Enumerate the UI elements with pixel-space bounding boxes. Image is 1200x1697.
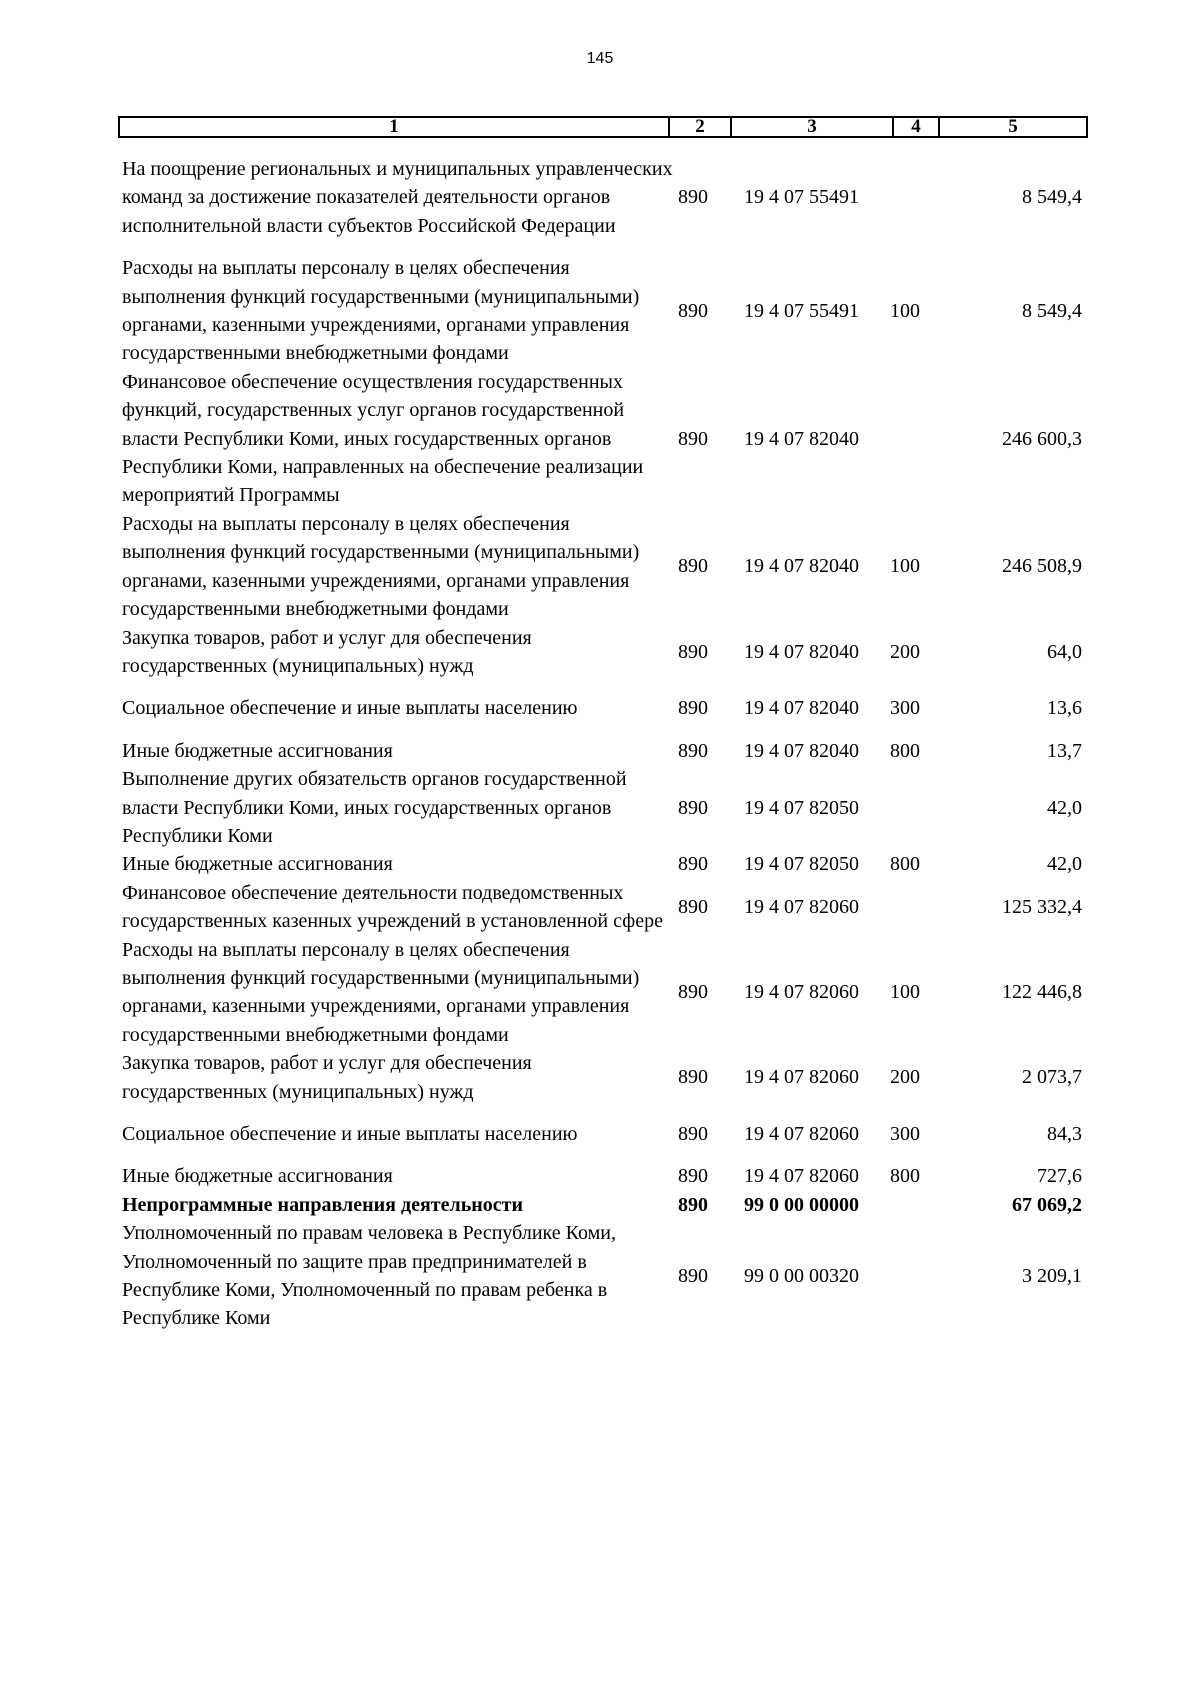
row-name: На поощрение региональных и муниципальных управленческих команд за достижение показателей деятельности органов исполнительной власти субъектов Российской Федерации (122, 158, 673, 237)
row-vr: 800 (890, 1165, 920, 1188)
row-amount: 64,0 (1047, 640, 1082, 663)
row-csr: 19 4 07 82060 (744, 1123, 859, 1145)
table-row (118, 765, 1088, 850)
row-csr: 19 4 07 82040 (744, 697, 859, 720)
header-col-3: 3 (732, 118, 894, 136)
row-vr: 300 (890, 1123, 920, 1145)
row-csr: 19 4 07 55491 (744, 299, 859, 322)
row-code: 890 (678, 1123, 708, 1145)
table-row (118, 1162, 1088, 1190)
row-amount: 8 549,4 (1022, 186, 1082, 209)
table-body (118, 155, 1088, 1333)
row-amount: 67 069,2 (1012, 1193, 1082, 1216)
row-amount: 125 332,4 (1002, 895, 1082, 918)
row-amount: 727,6 (1037, 1165, 1082, 1188)
table-row (118, 850, 1088, 878)
row-vr: 200 (890, 640, 920, 663)
row-code: 890 (678, 853, 708, 876)
row-amount: 246 508,9 (1002, 555, 1082, 578)
row-csr: 19 4 07 55491 (744, 186, 859, 209)
row-vr: 200 (890, 1066, 920, 1089)
header-col-1: 1 (120, 118, 670, 136)
row-csr: 19 4 07 82050 (744, 796, 859, 819)
row-amount: 13,6 (1047, 697, 1082, 720)
row-code: 890 (678, 739, 708, 762)
row-name: Иные бюджетные ассигнования (122, 1165, 393, 1188)
table-row (118, 936, 1088, 1050)
table-row (118, 1120, 1088, 1148)
row-code: 890 (678, 1193, 708, 1216)
row-code: 890 (678, 895, 708, 918)
table-row (118, 737, 1088, 765)
row-vr: 300 (890, 697, 920, 720)
table-header (118, 116, 1088, 138)
row-csr: 19 4 07 82060 (744, 981, 859, 1004)
row-amount: 8 549,4 (1022, 299, 1082, 322)
row-amount: 2 073,7 (1022, 1066, 1082, 1089)
row-amount: 84,3 (1047, 1123, 1082, 1145)
row-csr: 99 0 00 00000 (744, 1193, 859, 1216)
row-vr: 100 (890, 299, 920, 322)
row-name: Иные бюджетные ассигнования (122, 739, 393, 762)
page-number: 145 (586, 50, 614, 67)
table-row (118, 879, 1088, 936)
row-name: Расходы на выплаты персоналу в целях обеспечения выполнения функций государственными (муниципальными) органами, казенными учреждениями, органами управления государственными внебюджетными фондами (122, 938, 640, 1046)
table-row (118, 510, 1088, 624)
table-row (118, 1191, 1088, 1219)
row-vr: 800 (890, 853, 920, 876)
row-code: 890 (678, 981, 708, 1004)
row-csr: 19 4 07 82060 (744, 1066, 859, 1089)
table-row (118, 368, 1088, 510)
table-row (118, 694, 1088, 722)
row-amount: 42,0 (1047, 853, 1082, 876)
row-name: Закупка товаров, работ и услуг для обеспечения государственных (муниципальных) нужд (122, 1052, 532, 1103)
table-row (118, 155, 1088, 240)
row-code: 890 (678, 1066, 708, 1089)
header-col-2: 2 (670, 118, 732, 136)
row-amount: 13,7 (1047, 739, 1082, 762)
row-code: 890 (678, 186, 708, 209)
table-row (118, 624, 1088, 681)
row-code: 890 (678, 555, 708, 578)
header-col-5: 5 (1008, 116, 1018, 137)
row-code: 890 (678, 796, 708, 819)
row-csr: 19 4 07 82040 (744, 427, 859, 450)
row-amount: 246 600,3 (1002, 427, 1082, 450)
row-code: 890 (678, 697, 708, 720)
row-code: 890 (678, 1165, 708, 1188)
table-row (118, 1049, 1088, 1106)
row-code: 890 (678, 640, 708, 663)
table-row (118, 1219, 1088, 1333)
row-csr: 99 0 00 00320 (744, 1264, 859, 1287)
row-name: Уполномоченный по правам человека в Республике Коми, Уполномоченный по защите прав предпринимателей в Республике Коми, Уполномоченный по правам ребенка в Республике Коми (122, 1222, 616, 1330)
row-amount: 3 209,1 (1022, 1264, 1082, 1287)
row-amount: 122 446,8 (1002, 981, 1082, 1004)
row-csr: 19 4 07 82040 (744, 640, 859, 663)
row-name: Закупка товаров, работ и услуг для обеспечения государственных (муниципальных) нужд (122, 626, 532, 677)
row-code: 890 (678, 1264, 708, 1287)
row-name: Непрограммные направления деятельности (122, 1193, 524, 1216)
row-csr: 19 4 07 82040 (744, 555, 859, 578)
row-vr: 800 (890, 739, 920, 762)
row-name: Финансовое обеспечение осуществления государственных функций, государственных услуг органов государственной власти Республики Коми, иных государственных органов Республики Коми, направленных на обеспечение реализации мероприятий Программы (122, 370, 644, 507)
row-vr: 100 (890, 555, 920, 578)
row-code: 890 (678, 299, 708, 322)
row-vr: 100 (890, 981, 920, 1004)
row-name: Иные бюджетные ассигнования (122, 853, 393, 876)
row-name: Расходы на выплаты персоналу в целях обеспечения выполнения функций государственными (муниципальными) органами, казенными учреждениями, органами управления государственными внебюджетными фондами (122, 512, 640, 621)
header-col-4: 4 (894, 118, 940, 136)
row-name: Социальное обеспечение и иные выплаты населению (122, 1123, 578, 1145)
row-name: Расходы на выплаты персоналу в целях обеспечения выполнения функций государственными (муниципальными) органами, казенными учреждениями, органами управления государственными внебюджетными фондами (122, 257, 640, 365)
row-amount: 42,0 (1047, 796, 1082, 819)
row-name: Выполнение других обязательств органов государственной власти Республики Коми, иных государственных органов Республики Коми (122, 768, 627, 847)
row-csr: 19 4 07 82040 (744, 739, 859, 762)
row-csr: 19 4 07 82060 (744, 895, 859, 918)
row-csr: 19 4 07 82060 (744, 1165, 859, 1188)
row-name: Социальное обеспечение и иные выплаты населению (122, 697, 578, 720)
row-csr: 19 4 07 82050 (744, 853, 859, 876)
row-name: Финансовое обеспечение деятельности подведомственных государственных казенных учреждений в установленной сфере (122, 881, 663, 933)
row-code: 890 (678, 427, 708, 450)
table-row (118, 254, 1088, 368)
